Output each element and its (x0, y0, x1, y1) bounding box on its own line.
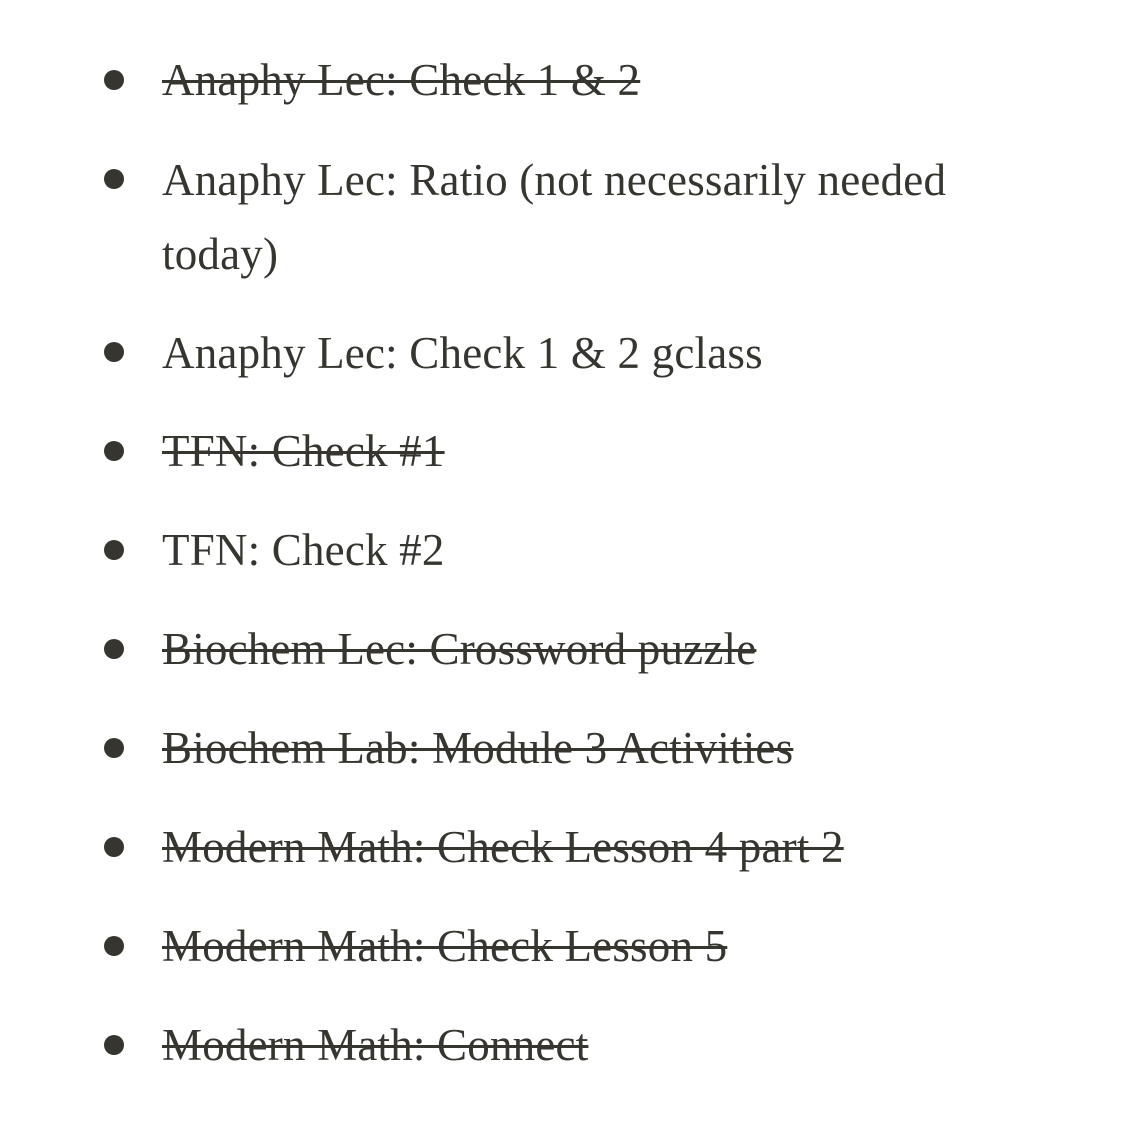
task-label: Biochem Lec: Crossword puzzle (162, 624, 757, 674)
bullet-icon (104, 540, 124, 560)
task-label: TFN: Check #1 (162, 426, 445, 476)
task-label: Biochem Lab: Module 3 Activities (162, 723, 794, 773)
task-label: Anaphy Lec: Ratio (not necessarily needed today) (162, 155, 947, 279)
bullet-icon (104, 70, 124, 90)
bullet-icon (104, 639, 124, 659)
task-label: Modern Math: Check Lesson 5 (162, 921, 728, 971)
bullet-icon (104, 936, 124, 956)
bullet-icon (104, 169, 124, 189)
task-label: Modern Math: Connect (162, 1020, 589, 1070)
task-label: Modern Math: Check Lesson 4 part 2 (162, 822, 844, 872)
bullet-icon (104, 1035, 124, 1055)
task-label: TFN: Check #2 (162, 525, 445, 575)
task-label: Anaphy Lec: Check 1 & 2 gclass (162, 328, 763, 378)
bullet-icon (104, 738, 124, 758)
bullet-icon (104, 837, 124, 857)
task-label: Anaphy Lec: Check 1 & 2 (162, 55, 641, 105)
bullet-icon (104, 441, 124, 461)
bullet-icon (104, 342, 124, 362)
